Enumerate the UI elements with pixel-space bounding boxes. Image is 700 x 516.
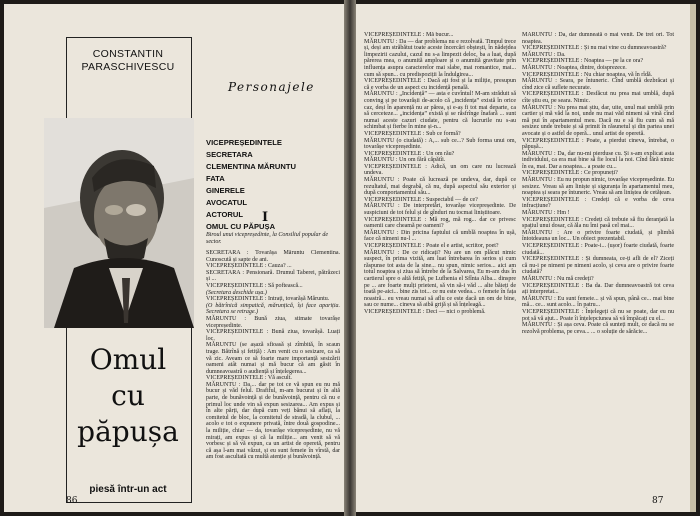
dialogue-line: VICEPREȘEDINTELE : Poate, a pierdut cineva, întrebat, o păpușă... [522,137,674,151]
dialogue-line: VICEPREȘEDINTELE : Nu chiar noaptea, vă în rîdă. [522,71,653,78]
dialogue-line: MĂRUNTU : Da. [522,51,566,58]
cast-member: GINERELE [206,186,245,195]
page-edge [690,4,696,512]
cast-member: CLEMENTINA MĂRUNTU [206,162,296,171]
cast-member: VICEPREȘEDINTELE [206,138,282,147]
dialogue-line: VICEPREȘEDINTELE : Sub ce formă? [364,130,461,137]
dialogue-line: VICEPREȘEDINTELE : Intrați, tovarășă Măruntu. [206,296,330,303]
author-photo [44,118,194,328]
dialogue-line: VICEPREȘEDINTELE : Poate el e artist, scriitor, poet? [364,243,499,249]
play-title-line-2: cu [111,379,145,412]
dialogue-line: VICEPREȘEDINTELE : Desfăcut nu prea mai umblă, după cîte știu eu, pe seara. Nimic. [522,91,674,104]
dialogue-line: VICEPREȘEDINTELE : Vă ascult. [206,375,292,382]
dialogue-line: VICEPREȘEDINTELE : Credeți că e vorba de ceva infracțiune? [522,196,674,210]
cast-member: FATA [206,174,225,183]
setting-direction: Biroul unui vicepreședinte, la Consiliul popular de sector. [206,232,329,245]
cast-member: SECRETARA [206,150,253,159]
dialogue-line: VICEPREȘEDINTELE : Adică, un om care nu lucrează undeva. [364,163,516,177]
dialogue-line: VICEPREȘEDINTELE : Bună ziua, tovarășă. Luați loc. [206,329,340,342]
dialogue-line: VICEPREȘEDINTELE : Și nu mai vine cu dumneavoastră? [522,45,667,52]
dialogue-line: MĂRUNTU : Bună ziua, stimate tovarășe vicepreședinte. [206,315,340,329]
portrait-image [44,118,194,328]
characters-heading: Personajele [228,80,315,94]
cast-member: ACTORUL [206,210,243,219]
left-text-column [206,250,340,504]
book-gutter [344,0,356,516]
dialogue-line: (Secretara deschide ușa.) [206,289,267,296]
author-name: CONSTANTIN PARASCHIVESCU [81,48,175,73]
dialogue-line: MĂRUNTU : Da, dar dumneată o mai venit. De trei ori. Tot noaptea. [522,32,674,45]
dialogue-line: MĂRUNTU : Da,... dar pe tot ce vă spun eu nu mă bucur și văd felul. Drafiful, m-am bucurat și în altă parte, de bunăvoință și de bunăvoință, pentru că nu e primul loc unde vin să expun sesizarea... Am expus și în alte părți, dar după cum veți bănui să aflați, la comitetul de bloc, la comitetul de stradă, la clubul, ... acolo e tot o expunere privată, între două gospodine... la miliție, chiar — da, tovarășe vicepreședinte, nu vă mirați, am expus și că la miliție... am venit să vă vorbesc și să vă expun, ca un artist de operetă, pentru că așa l-am mai văzut, și eu sunt femeie în vîrstă, dar am fost ascultată cu multă atenție și bunăvoință. [206,381,340,461]
play-subtitle: piesă într-un act [89,484,167,495]
act-number: I [262,210,269,225]
dialogue-line: MĂRUNTU : Eu sunt femeie... și vă spun, până ce... mai bine mă... ce... sunt acolo... în patru... [522,295,674,309]
play-title-line-3: păpușa [77,415,179,448]
dialogue-line: VICEPREȘEDINTELE : Un om rău? [364,150,455,157]
dialogue-line: VICEPREȘEDINTELE : Și dumneata, ce-ți afli de el? Ziceți că nu-i pe nimeni pe nimeni acolo, și ceva are o privire foarte ciudată? [522,256,674,276]
dialogue-line: VICEPREȘEDINTELE : Ce propuneți? [522,170,618,177]
dialogue-line: MĂRUNTU : Un om fără căpătîi. [364,157,446,164]
dialogue-line: MĂRUNTU : De interpretări, tovarășe vicepreședinte. De suspiciuni de tot felul și de gînduri nu tocmai liniștitoare. [364,203,516,217]
dialogue-line: VICEPREȘEDINTELE : Dacă ați fost și la miliție, presupun că e vorba de un aspect cu incidență penală. [364,78,516,91]
dialogue-line: MĂRUNTU : Are o privire foarte ciudată, și plimbă întotdeauna un loc... Un obiect prezentabil. [522,229,674,243]
dialogue-line: MĂRUNTU : Poate că lucrează pe undeva, dar, după ce rezultatul, mai degrabă, că nu, după aspectul său exterior și după comportamentul său... [364,177,516,197]
cast-member: OMUL CU PĂPUȘA [206,222,276,231]
dialogue-line: (O bătrînică simpatică, mărunțică, își face apariția. Secretara se retrage.) [206,302,340,316]
dialogue-line: VICEPREȘEDINTELE : Credeți că trebuie să fiu deranjată la spațiul unui dosar, că ăla nu îmi pasă cel mai... [522,216,674,230]
dialogue-line: MĂRUNTU : Seara, pe întuneric. Cînd umblă dezbrăcat și cînd zice că suflete necurate. [522,78,674,91]
page-number-right: 87 [652,496,664,506]
dialogue-line: MĂRUNTU : Hm ! [522,210,570,217]
dialogue-line: SECRETARA : Tovarășa Măruntu Clementina. Cunoscută și sapte de ani. [206,250,340,263]
dialogue-line: MĂRUNTU : Nu mă credeți? [522,275,594,282]
dialogue-line: MĂRUNTU : De ce ridicați? Nu are un om plăcut nimic suspect, în prima vizită, am luat întrebarea în serios și cum răspunse tot asta de la sine... nu spun, nimic serios... aici am totul noaptea și ziua să întrebe de la Salvarea, Eu m-am dus în cartierul spre o altă fetiță, pe Lufhenia el Sfînta Alba... dinspre pe ... are foarte mulți prieteni, să vin să-i văd ... alte băieți de toată pe-aici... bine zis tot... ce nu este vedea... o femeie în fața noastră... eu vreau numai să aflu ce este dacă un om de bine, sau ce nume... cineva să aibă grijă și să înțeleagă... [364,249,516,309]
play-title-line-1: Omul [89,343,167,376]
dialogue-line: MĂRUNTU : Da — dar problema nu e rezolvată. Timpul trece și, deși am străbătut toate aceste încercări obștești, în nădejdea limpezirii cazului, cazul nu s-a limpezit deloc, ba a luat, după părerea mea, o anumită amploare și o anumită gravitate prin influența asupra caracterelor mai slabe, mai romantice, mai... cum să spun... cu predispoziții la îndulgirea... [364,38,516,78]
dialogue-line: MĂRUNTU : Și așa ceva. Poate că sunteți mult, ce dacă nu se rezolvă problema, pe ceva... ... o soluție de sărăcie... [522,322,674,335]
dialogue-line: VICEPREȘEDINTELE : Noaptea — pe la ce ora? [522,58,644,65]
dialogue-line: MĂRUNTU : Din pricina faptului că umblă noaptea în ușă, face că nimeni nu-l ... [364,229,516,243]
left-page [4,4,348,512]
dialogue-line: MĂRUNTU : Da, dar nu-mi pierduse cu. Și s-am explicat asta individului, ca era mai bine să fie locul la noi. Cînd fără nimic în ea, mai. Dar a noaptea... a poate cu... [522,150,674,170]
dialogue-line: VICEPREȘEDINTELE : Deci — nici o problemă. [364,308,486,315]
dialogue-line: VICEPREȘEDINTELE : Să poftească... [206,282,303,289]
right-text-column-1 [364,32,516,502]
dialogue-line: MĂRUNTU (o ciudată) : A,... sub ce...? Sub forma unui om, tovarășe vicepreședinte. [364,137,516,151]
dialogue-line: MĂRUNTU : „Incidență” — asta e cuvîntul! M-am străduit să conving și pe tovarășii de-acolo că „incidența” există în orice caz, deși în aparență nu ar părea, și e-aș fi tot mai departe, ca să cerceteze... „incidența” există și se răsfrînge înafară ... sunt numai aceste cazuri ciudate, pentru că lucrurile nu s-au schimbat și fierbe în mine și-n... [364,91,516,131]
dialogue-line: VICEPREȘEDINTELE : Ba da. Dar dumneavoastră tot ceva ați interpretat... [522,282,674,296]
dialogue-line: SECRETARA : Pensionară. Drumul Taberei, pătrăzeci și ... [206,269,340,283]
cast-list [206,137,346,233]
dialogue-line: MĂRUNTU : Noaptea, dintre, doisprezece. [522,64,627,71]
dialogue-line: MĂRUNTU : Eu nu propun nimic, tovarășe vicepreședinte. Eu sesizez. Vreau să am liniște și siguranța în apartamentul meu, noaptea și seara pe întuneric. Vreau să am liniștea de cetățean. [522,177,674,197]
dialogue-line: VICEPREȘEDINTELE : Suspectabil — de ce? [364,196,478,203]
right-text-column-2 [522,32,674,502]
dialogue-line: VICEPREȘEDINTELE : Poate-i... (ușor) foarte ciudată, foarte ciudată... [522,243,674,256]
page-number-left: 86 [66,496,78,506]
dialogue-line: MĂRUNTU : Nu prea mai știu, dar, uite, unul mai umblă prin cartier și mă văd la noi, unde nu mai văd nimeni să vină cînd mă pui în apartamentul meu. Dacă nu e să fiu cum să mă sesizez unde trebuie și să primit în răsunetul și din partea unei avocate și o astfel de operă... unul artist de operetă. [522,104,674,137]
dialogue-line: VICEPREȘEDINTELE : Mă rog, mă rog... dar ce privesc oamenii care cheamă pe oameni? [364,216,516,230]
dialogue-line: MĂRUNTU (se așază sfioasă și zîmbită, în scaun trage. Bătrînă și fetiță) : Am venit cu o sesizare, ca să vă zic. Aveam ce să foarte mare importanță sesizării oameni atât numai și mă bucur că am găsit în dumneavoastră o audiență și înțelegerea... [206,342,340,375]
dialogue-line: VICEPREȘEDINTELE : Mă bucur... [364,32,454,38]
dialogue-line: VICEPREȘEDINTELE : Cauza? ... [206,263,292,270]
cast-member: AVOCATUL [206,198,248,207]
right-page [352,4,696,512]
dialogue-line: VICEPREȘEDINTELE : Înțelegeți că nu se poate, dar eu nu pot să vă ajut... Poate îi înțelepciunea să vă împăcați cu el... [522,308,674,322]
